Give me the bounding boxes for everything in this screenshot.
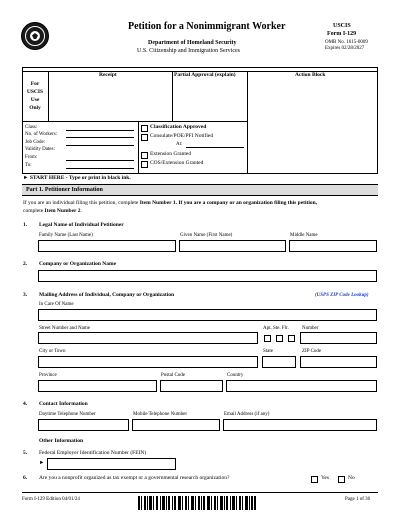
usps-zip-lookup-link[interactable]: (USPS ZIP Code Lookup)	[315, 293, 369, 298]
daytime-phone-label: Daytime Telephone Number	[39, 412, 96, 417]
receipt-header: Receipt	[99, 72, 117, 78]
item6-label: Are you a nonprofit organized as tax exempt or a governmental research organization?	[39, 475, 230, 481]
item5-label: Federal Employer Identification Number (FEIN)	[39, 450, 147, 456]
dhs-seal-logo	[21, 22, 49, 50]
mobile-phone-label: Mobile Telephone Number	[133, 412, 187, 417]
cos-extension-label: COS/Extension Granted	[150, 160, 204, 166]
street-input[interactable]	[38, 332, 258, 344]
company-name-input[interactable]	[38, 270, 377, 282]
item1-label: Legal Name of Individual Petitioner	[39, 222, 124, 228]
family-name-label: Family Name (Last Name)	[39, 233, 93, 238]
part1-heading: Part 1. Petitioner Information	[26, 187, 103, 193]
email-input[interactable]	[223, 419, 377, 431]
postal-code-label: Postal Code	[161, 373, 186, 378]
classification-approved-checkbox[interactable]	[141, 125, 148, 132]
classification-approved-label: Classification Approved	[150, 124, 207, 130]
unit-number-input[interactable]	[300, 332, 377, 344]
postal-code-input[interactable]	[160, 380, 223, 392]
daytime-phone-input[interactable]	[38, 419, 129, 431]
form-title: Petition for a Nonimmigrant Worker	[128, 21, 286, 32]
class-label: Class:	[25, 125, 38, 130]
validity-label: Validity Dates:	[25, 147, 55, 152]
city-label: City or Town	[39, 349, 66, 354]
province-label: Province	[39, 373, 57, 378]
street-label: Street Number and Name	[39, 326, 90, 331]
apt-ste-flr-label: Apt. Ste. Flr.	[263, 326, 289, 331]
other-information-heading: Other Information	[39, 438, 84, 444]
item1-number: 1.	[23, 222, 28, 228]
in-care-of-input[interactable]	[38, 309, 377, 321]
item2-number: 2.	[23, 261, 28, 267]
consulate-notified-label: Consulate/POE/PFI Notified	[150, 133, 214, 139]
zip-label: ZIP Code	[302, 349, 322, 354]
omb-number: OMB No. 1615-0009	[325, 40, 368, 45]
mobile-phone-input[interactable]	[132, 419, 220, 431]
zip-input[interactable]	[300, 356, 377, 368]
part1-intro-line1: If you are an individual filing this petition, complete Item Number 1. If you are a company or an organization filing this petition,	[23, 200, 318, 206]
for-uscis-use-only: For USCIS Use Only	[26, 81, 44, 111]
form-number: Form I-129	[327, 31, 357, 37]
item6-number: 6.	[23, 475, 28, 481]
country-input[interactable]	[226, 380, 377, 392]
apt-checkbox[interactable]	[264, 335, 271, 342]
extension-granted-checkbox[interactable]	[141, 152, 148, 159]
item3-label: Mailing Address of Individual, Company or Organization	[39, 292, 175, 298]
item3-number: 3.	[23, 292, 28, 298]
flr-checkbox[interactable]	[288, 335, 295, 342]
middle-name-input[interactable]	[289, 240, 377, 252]
consulate-notified-checkbox[interactable]	[141, 134, 148, 141]
nonprofit-no-checkbox[interactable]	[338, 476, 345, 483]
item4-number: 4.	[23, 401, 28, 407]
footer-edition: Form I-129 Edition 04/01/24	[22, 497, 80, 502]
extension-granted-label: Extension Granted	[150, 151, 192, 157]
from-label: From:	[25, 155, 38, 160]
uscis-label: USCIS	[333, 23, 351, 29]
footer-page-number: Page 1 of 36	[345, 497, 371, 502]
nonprofit-yes-label: Yes	[321, 475, 330, 481]
item5-number: 5.	[23, 450, 28, 456]
fein-arrow-icon: ►	[39, 460, 45, 466]
part1-intro-line2: complete Item Number 2.	[23, 208, 82, 214]
city-input[interactable]	[38, 356, 258, 368]
start-here-instruction: ► START HERE - Type or print in black ink.	[23, 175, 131, 181]
item4-label: Contact Information	[39, 401, 88, 407]
fein-input[interactable]	[47, 458, 176, 470]
agency-name: U.S. Citizenship and Immigration Services	[137, 48, 240, 54]
province-input[interactable]	[38, 380, 157, 392]
ste-checkbox[interactable]	[276, 335, 283, 342]
nonprofit-no-label: No	[348, 475, 355, 481]
middle-name-label: Middle Name	[290, 233, 318, 238]
expiration-date: Expires 02/28/2027	[325, 46, 365, 51]
department-name: Department of Homeland Security	[148, 40, 237, 46]
in-care-of-label: In Care Of Name	[39, 302, 74, 307]
item2-label: Company or Organization Name	[39, 261, 117, 267]
workers-label: No. of Workers:	[25, 132, 58, 137]
action-block-header: Action Block	[295, 72, 326, 78]
nonprofit-yes-checkbox[interactable]	[311, 476, 318, 483]
barcode-image	[138, 496, 256, 510]
email-label: Email Address (if any)	[224, 412, 270, 417]
given-name-input[interactable]	[179, 240, 286, 252]
partial-approval-header: Partial Approval (explain)	[174, 72, 236, 78]
state-select[interactable]	[262, 356, 296, 368]
state-label: State	[263, 349, 273, 354]
at-label: At:	[176, 142, 183, 147]
to-label: To:	[25, 163, 32, 168]
job-code-label: Job Code:	[25, 140, 46, 145]
number-label: Number	[302, 326, 319, 331]
family-name-input[interactable]	[38, 240, 176, 252]
cos-extension-checkbox[interactable]	[141, 161, 148, 168]
country-label: Country	[227, 373, 244, 378]
given-name-label: Given Name (First Name)	[180, 233, 233, 238]
